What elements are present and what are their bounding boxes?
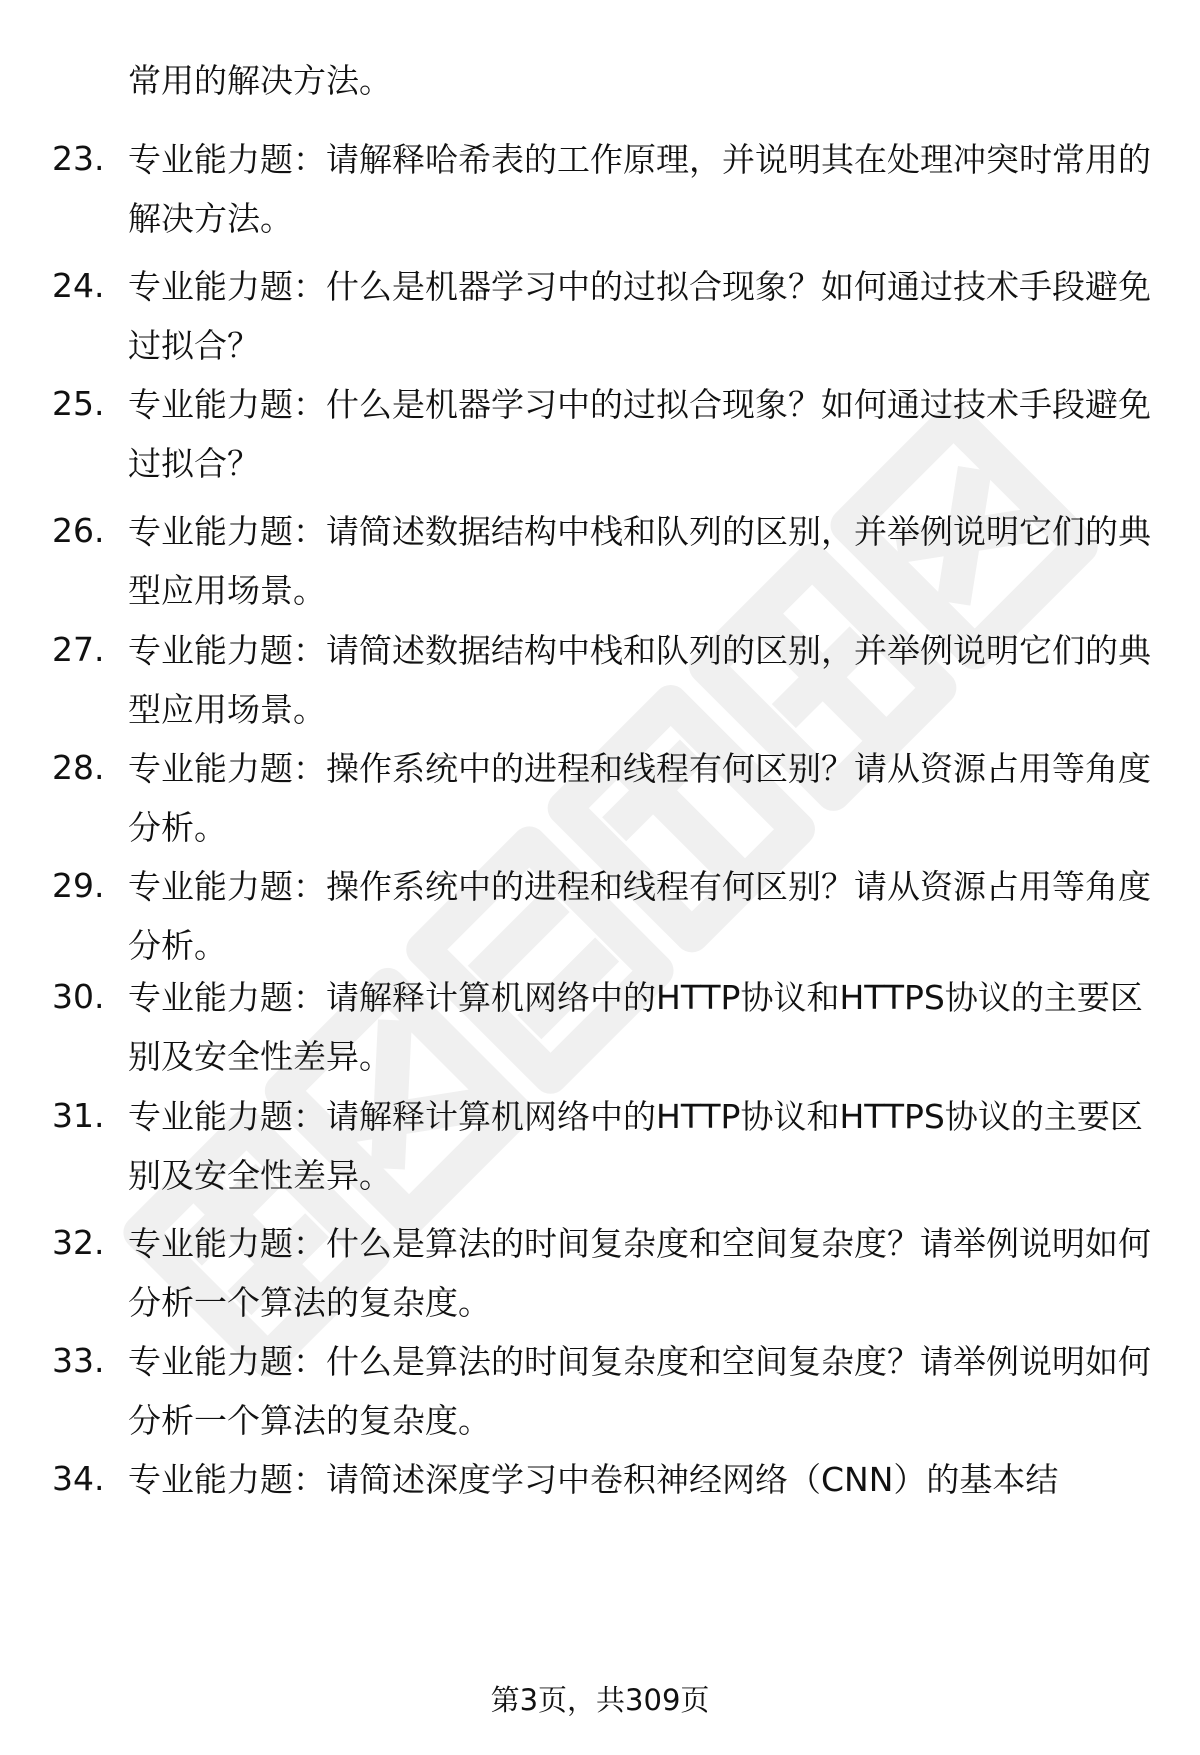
item-number: 33. xyxy=(52,1341,105,1380)
page-footer: 第3页，共309页 xyxy=(490,1683,710,1717)
item-number: 28. xyxy=(52,748,105,787)
item-number: 23. xyxy=(52,139,105,178)
item-number: 29. xyxy=(52,866,105,905)
continuation-line: 常用的解决方法。 xyxy=(128,61,392,100)
item-text: 专业能力题：请解释计算机网络中的HTTP协议和HTTPS协议的主要区别及安全性差异。 xyxy=(128,978,1143,1076)
item-text: 专业能力题：请简述数据结构中栈和队列的区别，并举例说明它们的典型应用场景。 xyxy=(128,631,1151,729)
item-text: 专业能力题：请解释哈希表的工作原理，并说明其在处理冲突时常用的解决方法。 xyxy=(128,140,1151,238)
item-number: 26. xyxy=(52,511,105,550)
item-number: 34. xyxy=(52,1459,105,1498)
item-number: 24. xyxy=(52,266,105,305)
item-text: 专业能力题：操作系统中的进程和线程有何区别？请从资源占用等角度分析。 xyxy=(128,867,1151,965)
item-text: 专业能力题：请简述数据结构中栈和队列的区别，并举例说明它们的典型应用场景。 xyxy=(128,512,1151,610)
item-text: 专业能力题：什么是算法的时间复杂度和空间复杂度？请举例说明如何分析一个算法的复杂度。 xyxy=(128,1342,1151,1440)
item-number: 27. xyxy=(52,630,105,669)
item-text: 专业能力题：什么是算法的时间复杂度和空间复杂度？请举例说明如何分析一个算法的复杂度。 xyxy=(128,1224,1151,1322)
item-text: 专业能力题：什么是机器学习中的过拟合现象？如何通过技术手段避免过拟合？ xyxy=(128,267,1151,365)
item-number: 25. xyxy=(52,384,105,423)
item-text: 专业能力题：请简述深度学习中卷积神经网络（CNN）的基本结 xyxy=(128,1460,1059,1499)
item-number: 31. xyxy=(52,1096,105,1135)
item-number: 30. xyxy=(52,977,105,1016)
item-text: 专业能力题：什么是机器学习中的过拟合现象？如何通过技术手段避免过拟合？ xyxy=(128,385,1151,483)
item-text: 专业能力题：操作系统中的进程和线程有何区别？请从资源占用等角度分析。 xyxy=(128,749,1151,847)
item-text: 专业能力题：请解释计算机网络中的HTTP协议和HTTPS协议的主要区别及安全性差异。 xyxy=(128,1097,1143,1195)
item-number: 32. xyxy=(52,1223,105,1262)
